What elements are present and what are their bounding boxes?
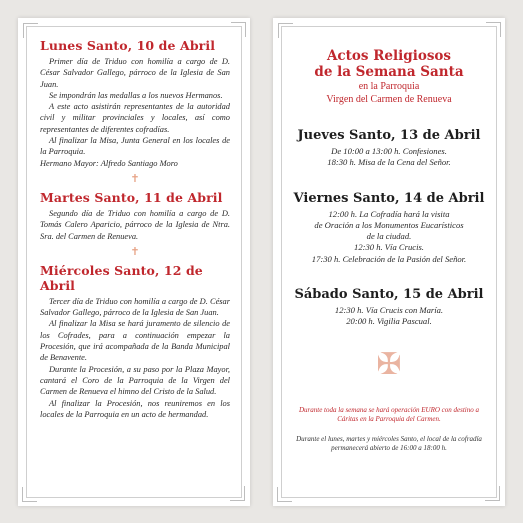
frame-corner <box>277 487 292 502</box>
schedule-line: de la ciudad. <box>366 231 412 242</box>
main-title-line: Actos Religiosos <box>326 48 452 64</box>
day-title: Viernes Santo, 14 de Abril <box>293 190 485 206</box>
paragraph: Al finalizar la Procesión, nos reuniremos en los locales de la Parroquia en un acto de hermandad. <box>40 398 230 419</box>
right-panel <box>273 18 505 506</box>
paragraph: Al finalizar la Misa, Junta General en los locales de la Parroquia. <box>40 136 230 157</box>
day-block-jueves <box>287 128 491 169</box>
section-miercoles <box>40 263 230 420</box>
schedule-line: de Oración a los Monumentos Eucarísticos <box>314 219 464 230</box>
caritas-note: Durante toda la semana se hará operación EURO con destino a Cáritas en la Parroquia del Carmen. <box>298 405 480 424</box>
day-block-sabado <box>287 287 491 328</box>
day-title: Miércoles Santo, 12 de Abril <box>40 262 203 293</box>
schedule-line: De 10:00 a 13:00 h. Confesiones. <box>331 146 447 156</box>
paragraph: Tercer día de Triduo con homilía a cargo de D. César Salvador Gallego, párroco de la Iglesia de San Juan. <box>40 296 230 318</box>
frame-corner <box>231 22 246 37</box>
paragraph: Durante la Procesión, a su paso por la Plaza Mayor, cantará el Coro de la Parroquia de la Virgen del Carmen de Renueva el himno del Cristo de la Salud. <box>40 364 230 397</box>
schedule-line: 18:30 h. Misa de la Cena del Señor. <box>327 157 451 168</box>
right-content <box>287 48 491 454</box>
schedule-line: 20:00 h. Vigilia Pascual. <box>346 316 432 327</box>
subtitle-line: Virgen del Carmen de Renueva <box>326 93 452 105</box>
frame-corner <box>22 487 37 502</box>
paragraph: Primer día de Triduo con homilía a cargo de D. César Salvador Gallego, párroco de la Iglesia de San Juan. <box>40 57 230 89</box>
section-lunes <box>40 38 230 184</box>
subtitle <box>287 81 491 106</box>
schedule-line: 12:00 h. La Cofradía hará la visita <box>328 208 450 219</box>
left-content <box>40 38 230 422</box>
opening-hours-note: Durante el lunes, martes y miércoles Santo, el local de la cofradía permanecerá abierto de 16:00 a 18:00 h. <box>296 434 482 453</box>
paragraph: A este acto asistirán representantes de la autoridad civil y militar provinciales y locales, así como representantes de diferentes cofradías. <box>40 102 230 134</box>
day-title: Martes Santo, 11 de Abril <box>40 189 223 205</box>
day-title: Lunes Santo, 10 de Abril <box>40 38 216 53</box>
day-title: Jueves Santo, 13 de Abril <box>297 128 481 143</box>
schedule-line: 12:30 h. Vía Crucis. <box>354 242 424 253</box>
main-title <box>287 48 491 80</box>
main-title-line: de la Semana Santa <box>314 64 464 80</box>
subtitle-line: en la Parroquia <box>358 81 420 92</box>
cross-icon: ✝ <box>130 171 140 185</box>
paragraph: Hermano Mayor: Alfredo Santiago Moro <box>40 158 178 168</box>
cross-icon: ✝ <box>130 244 140 258</box>
paragraph: Se impondrán las medallas a los nuevos Hermanos. <box>49 90 223 100</box>
day-title: Sábado Santo, 15 de Abril <box>294 287 484 303</box>
paragraph: Al finalizar la Misa se hará juramento de silencio de los Cofrades, para a continuación empezar la Procesión, que irá acompañada de la Banda Municipal de Benavente. <box>40 319 230 363</box>
day-block-viernes <box>287 191 491 265</box>
cross-of-santiago-icon: ✠ <box>376 346 402 382</box>
frame-corner <box>486 22 501 37</box>
schedule-line: 12:30 h. Vía Crucis con María. <box>334 305 444 316</box>
left-panel <box>18 18 250 506</box>
section-martes <box>40 190 230 257</box>
paragraph: Segundo día de Triduo con homilía a cargo de D. Tomás Calero Aparicio, párroco de la Iglesia de Ntra. Sra. del Carmen de Renueva. <box>40 208 230 241</box>
schedule-line: 17:30 h. Celebración de la Pasión del Señor. <box>311 253 467 264</box>
